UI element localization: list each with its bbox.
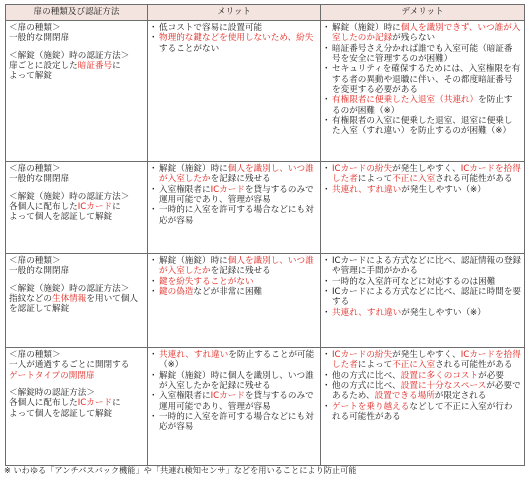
list-item: ・ セキュリティを確保するためには、入室権限を有する者の異動や退職に伴い、その都度暗証番号を変更する必要がある — [324, 64, 521, 95]
merit-cell — [148, 162, 321, 254]
list-item: ・ 一時的に入室を許可する場合などにも対応が容易 — [151, 412, 317, 433]
door-type-gate: ゲートタイプの開閉扉 — [9, 370, 95, 381]
list-item: ・ 鍵の偽造などが非常に困難 — [151, 287, 317, 297]
auth-label: ＜解錠（施錠）時の認証方法＞ — [9, 50, 130, 61]
table-row — [6, 254, 525, 348]
list-item: ・ 共連れ、すれ違いを防止することが可能（※） — [151, 350, 317, 371]
list-item: ・ 共連れ、すれ違いが発生しやすい（※） — [324, 185, 521, 195]
type-cell — [6, 254, 148, 348]
type-cell — [6, 348, 148, 466]
door-type: 一人が通過するごとに開閉する — [9, 360, 130, 371]
list-item: ・ 解錠（施錠）時に個人を識別し、いつ誰が入室したかを記録に残せる — [151, 371, 317, 392]
table-row — [6, 21, 525, 162]
list-item: ・ ゲートを乗り越えるなどして不正に入室が行われる可能性がある — [324, 402, 521, 423]
demerit-cell — [321, 162, 525, 254]
auth-method: 指紋などの生体情報を用いて個人 — [9, 293, 138, 304]
list-item: ・ 解錠（施錠）時に個人を識別し、いつ誰が入室したかを記録に残せる — [151, 164, 317, 185]
type-label: ＜扉の種類＞ — [9, 350, 61, 360]
list-item: ・ 鍵を紛失することがない — [151, 277, 317, 287]
header-row — [6, 5, 525, 21]
type-label: ＜扉の種類＞ — [9, 23, 61, 33]
header-merit: メリット — [148, 5, 321, 21]
list-item: ・ 他の方式に比べ、設置に十分なスペースが必要であるため、設置できる場所が限定される — [324, 381, 521, 402]
list-item: ・ ICカードによる方式などに比べ、認証に時間を要する — [324, 287, 521, 308]
type-cell — [6, 21, 148, 162]
merit-cell — [148, 348, 321, 466]
demerit-cell — [321, 21, 525, 162]
list-item: ・ ICカードの紛失が発生しやすく、ICカードを拾得した者によって不正に入室される可能性がある — [324, 164, 521, 185]
merit-cell — [148, 254, 321, 348]
auth-method: 各個人に配布したICカードに — [9, 398, 121, 409]
list-item: ・ ICカードによる方式などに比べ、認証情報の登録や管理に手間がかかる — [324, 256, 521, 277]
list-item: ・ 物理的な鍵などを使用しないため、紛失することがない — [151, 33, 317, 54]
comparison-table — [5, 4, 525, 466]
list-item: ・ 入室権限者にICカードを貸与するのみで運用可能であり、管理が容易 — [151, 185, 317, 206]
list-item: ・ 他の方式に比べ、設置に多くのコストが必要 — [324, 371, 521, 381]
auth-method-cont: を認証して解錠 — [9, 304, 70, 315]
auth-method: 各個人に配布したICカードに — [9, 201, 121, 212]
list-item: ・ 有権限者の入室に便乗した退室、退室に便乗した入室（すれ違い）を防止するのが困難（※） — [324, 116, 521, 137]
table-row — [6, 348, 525, 466]
door-type: 一般的な開閉扉 — [9, 33, 70, 44]
list-item: ・ 暗証番号さえ分かれば誰でも入室可能（暗証番号を安全に管理するのが困難） — [324, 44, 521, 65]
footnote: ※ いわゆる「アンチパスバック機能」や「共連れ検知センサ」などを用いることにより防止可能 — [4, 465, 357, 475]
type-label: ＜扉の種類＞ — [9, 256, 61, 266]
list-item: ・ 一時的に入室を許可する場合などにも対応が容易 — [151, 205, 317, 226]
auth-label: ＜解錠時の認証方法＞ — [9, 387, 95, 398]
auth-label: ＜解錠（施錠）時の認証方法＞ — [9, 191, 130, 202]
list-item: ・ ICカードの紛失が発生しやすく、ICカードを拾得した者によって不正に入室される可能性がある — [324, 350, 521, 371]
demerit-cell — [321, 254, 525, 348]
list-item: ・ 低コストで容易に設置可能 — [151, 23, 317, 33]
list-item: ・ 共連れ、すれ違いが発生しやすい（※） — [324, 308, 521, 318]
list-item: ・ 解錠（施錠）時に個人を識別し、いつ誰が入室したかを記録に残せる — [151, 256, 317, 277]
auth-method-cont: よって解錠 — [9, 71, 52, 82]
list-item: ・ 入室権限者にICカードを貸与するのみで運用可能であり、管理が容易 — [151, 391, 317, 412]
door-type: 一般的な開閉扉 — [9, 266, 70, 277]
auth-method-cont: よって個人を認証して解錠 — [9, 408, 113, 419]
auth-label: ＜解錠（施錠）時の認証方法＞ — [9, 283, 130, 294]
list-item: ・ 一時的な入室許可などに対応するのは困難 — [324, 277, 521, 287]
auth-method: 扉ごとに設定した暗証番号に — [9, 60, 121, 71]
list-item: ・ 有権限者に便乗した入退室（共連れ）を防止するのが困難（※） — [324, 95, 521, 116]
list-item: ・ 解錠（施錠）時に個人を識別できず、いつ誰が入室したのか記録が残らない — [324, 23, 521, 44]
demerit-cell — [321, 348, 525, 466]
type-label: ＜扉の種類＞ — [9, 164, 61, 174]
type-cell — [6, 162, 148, 254]
table-row — [6, 162, 525, 254]
door-type: 一般的な開閉扉 — [9, 174, 70, 185]
header-demerit: デメリット — [321, 5, 525, 21]
auth-method-cont: よって個人を認証して解錠 — [9, 212, 113, 223]
merit-cell — [148, 21, 321, 162]
header-type: 扉の種類及び認証方法 — [6, 5, 148, 21]
